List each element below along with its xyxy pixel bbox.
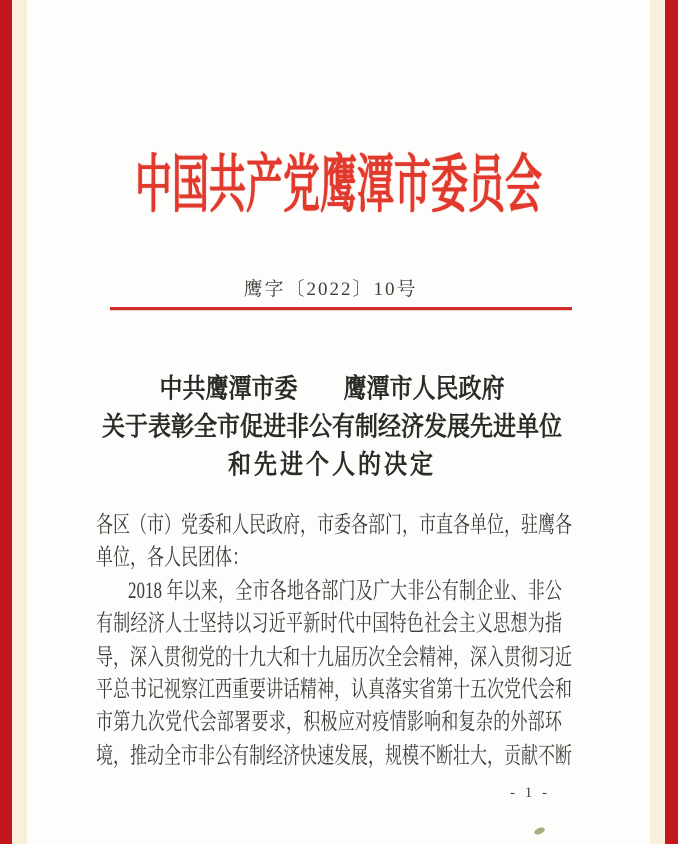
letterhead-title: 中国共产党鹰潭市委员会 [135, 151, 542, 222]
body-line-salutation-1: 各区（市）党委和人民政府，市委各部门，市直各单位，驻鹰各 [96, 511, 572, 538]
document-title-line-3: 和先进个人的决定 [228, 450, 436, 480]
document-title-line-2: 关于表彰全市促进非公有制经济发展先进单位 [102, 412, 562, 442]
document-title-line-1: 中共鹰潭市委 鹰潭市人民政府 [159, 374, 505, 404]
document-title [27, 370, 637, 484]
scan-smudge-mark [533, 826, 545, 835]
left-cream-binding-strip [12, 0, 27, 844]
right-cream-binding-strip [650, 0, 665, 844]
page-number: - 1 - [510, 785, 550, 801]
body-line-paragraph-2: 有制经济人士坚持以习近平新时代中国特色社会主义思想为指 [96, 610, 562, 637]
document-body [96, 509, 572, 773]
body-line-paragraph-1: 2018 年以来，全市各地各部门及广大非公有制企业、非公 [128, 577, 562, 604]
red-separator-rule [110, 307, 572, 310]
body-line-paragraph-3: 导，深入贯彻党的十九大和十九届历次全会精神，深入贯彻习近 [96, 643, 572, 670]
document-number-row [27, 274, 634, 301]
body-line-salutation-2: 单位，各人民团体： [96, 544, 249, 571]
body-line-paragraph-4: 平总书记视察江西重要讲话精神，认真落实省第十五次党代会和 [96, 676, 572, 703]
body-line-paragraph-5: 市第九次党代会部署要求，积极应对疫情影响和复杂的外部环 [96, 709, 562, 736]
right-red-binding-strip [665, 0, 678, 844]
left-red-binding-strip [0, 0, 12, 844]
letterhead [27, 151, 650, 222]
body-line-paragraph-6: 境，推动全市非公有制经济快速发展，规模不断壮大，贡献不断 [96, 742, 572, 768]
document-number: 鹰字〔2022〕10号 [243, 279, 418, 300]
